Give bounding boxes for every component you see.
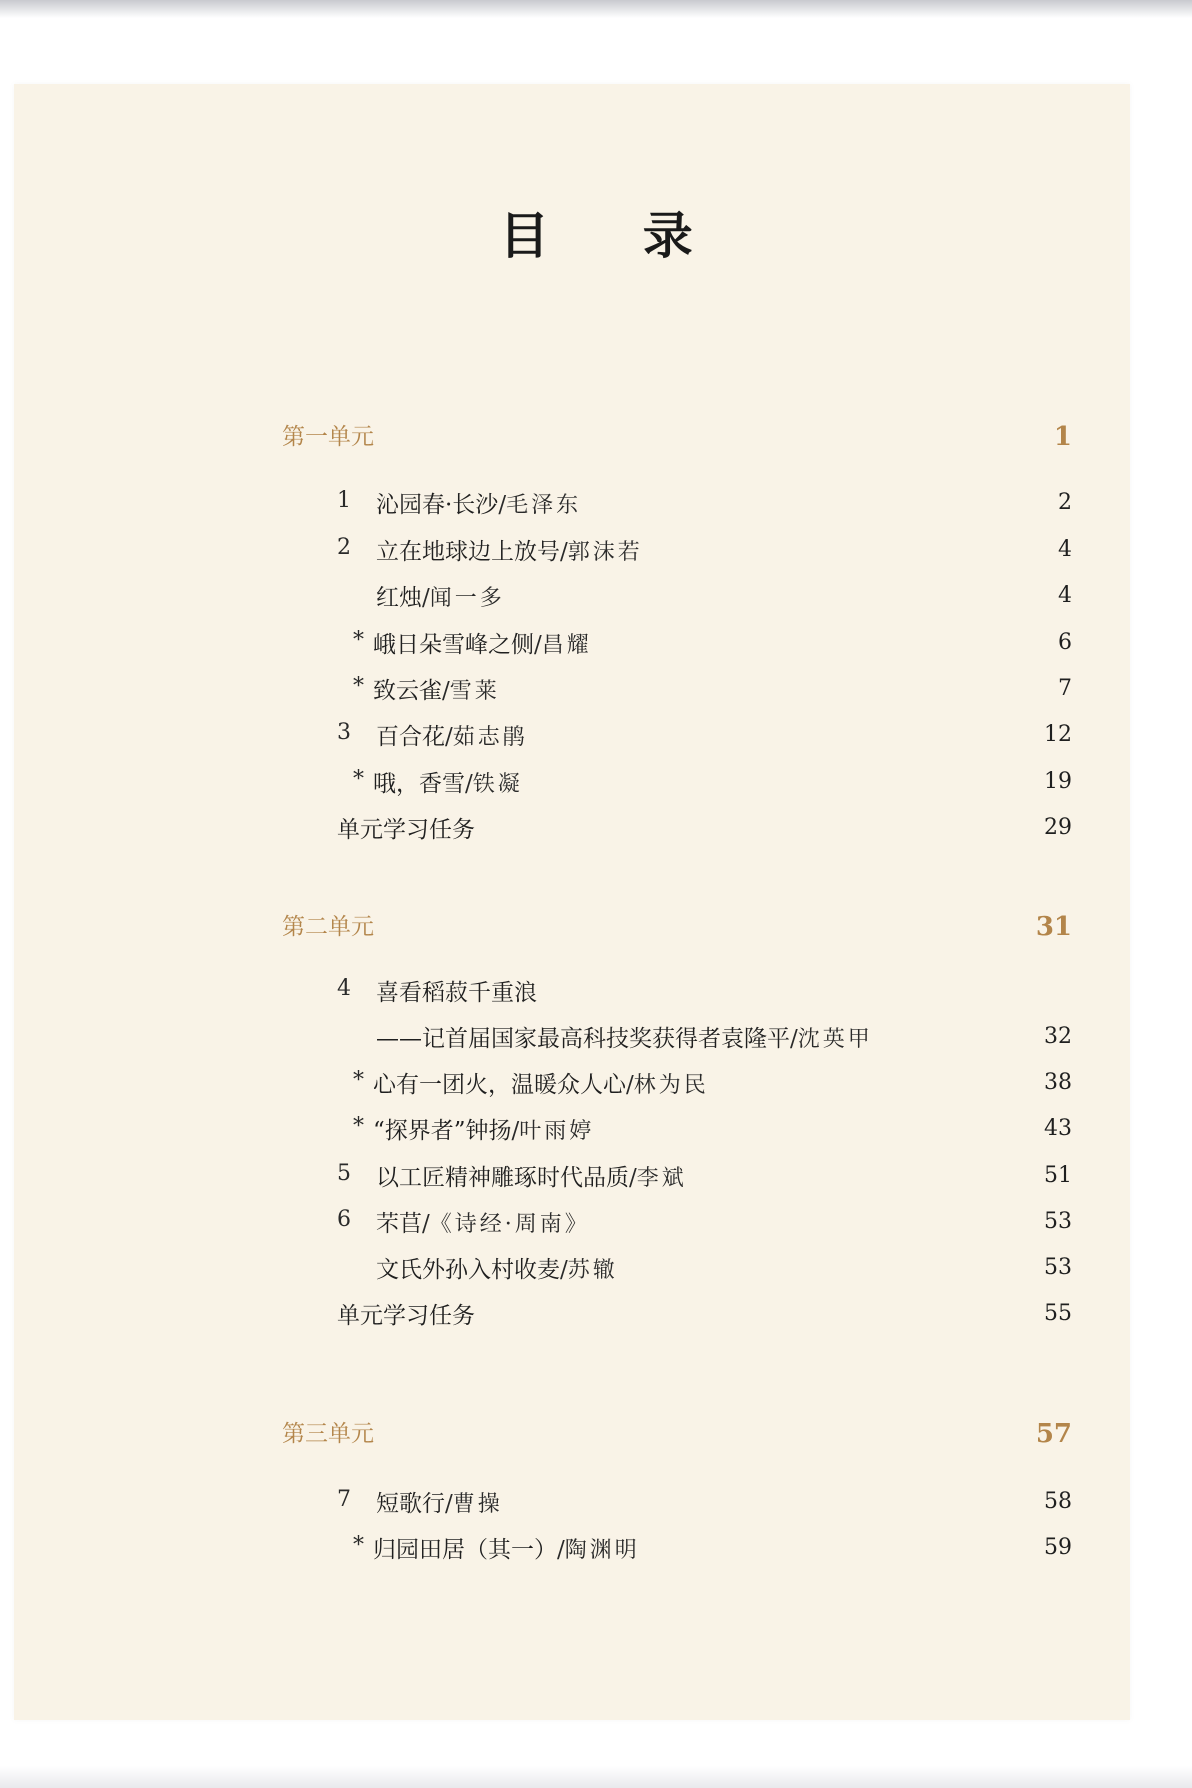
entry-subtitle: ——记首届国家最高科技奖获得者袁隆平 [376, 1026, 790, 1052]
entry-author: 昌耀 [541, 633, 592, 658]
toc-entry[interactable] [0, 533, 1192, 573]
entry-page-number: 19 [1044, 769, 1072, 794]
entry-text: 红烛/闻一多 [376, 585, 505, 611]
lesson-number: 1 [337, 488, 351, 513]
entry-title: 喜看稻菽千重浪 [376, 980, 537, 1006]
entry-page-number: 53 [1044, 1209, 1072, 1234]
unit-heading-1[interactable] [0, 418, 1192, 458]
entry-text: 文氏外孙入村收麦/苏辙 [376, 1257, 618, 1283]
entry-author: 苏辙 [567, 1258, 618, 1283]
entry-page-number: 12 [1044, 722, 1072, 747]
toc-entry[interactable] [0, 1066, 1192, 1106]
toc-entry[interactable] [0, 1112, 1192, 1152]
unit-name: 第三单元 [282, 1421, 374, 1447]
entry-author: 陶渊明 [564, 1538, 640, 1563]
toc-entry[interactable] [0, 1485, 1192, 1525]
entry-page-number: 58 [1044, 1489, 1072, 1514]
toc-entry[interactable] [0, 1251, 1192, 1291]
entry-page-number: 43 [1044, 1116, 1072, 1141]
unit-heading-3[interactable] [0, 1415, 1192, 1455]
entry-page-number: 2 [1058, 490, 1072, 515]
page-sheet [14, 84, 1130, 1720]
unit-task-title: 单元学习任务 [337, 817, 475, 843]
entry-text: 致云雀/雪莱 [373, 678, 500, 704]
entry-title: 沁园春·长沙 [376, 492, 499, 518]
entry-title: “探界者”钟扬 [373, 1118, 512, 1144]
toc-entry[interactable] [0, 1205, 1192, 1245]
toc-entry[interactable] [0, 1159, 1192, 1199]
toc-entry[interactable] [0, 1531, 1192, 1571]
entry-page-number: 4 [1058, 537, 1072, 562]
entry-author: 《诗经·周南》 [429, 1212, 590, 1237]
entry-text: 峨日朵雪峰之侧/昌耀 [373, 632, 592, 658]
entry-title: 峨日朵雪峰之侧 [373, 632, 534, 658]
entry-page-number: 38 [1044, 1070, 1072, 1095]
unit-task-title: 单元学习任务 [337, 1303, 475, 1329]
optional-mark: * [353, 1533, 364, 1558]
unit-name: 第二单元 [282, 914, 374, 940]
toc-entry[interactable] [0, 486, 1192, 526]
entry-author: 郭沫若 [567, 540, 643, 565]
entry-author: 沈英甲 [797, 1027, 873, 1052]
entry-title: 立在地球边上放号 [376, 539, 560, 565]
entry-page-number: 4 [1058, 583, 1072, 608]
optional-mark: * [353, 1114, 364, 1139]
unit-page-number: 1 [1053, 422, 1072, 452]
entry-title: 归园田居（其一） [373, 1537, 557, 1563]
lesson-number: 5 [337, 1161, 351, 1186]
unit-page-number: 31 [1035, 912, 1072, 942]
entry-title: 心有一团火，温暖众人心 [373, 1072, 626, 1098]
entry-title: 致云雀 [373, 678, 442, 704]
entry-page-number: 6 [1058, 630, 1072, 655]
entry-text: 归园田居（其一）/陶渊明 [373, 1537, 640, 1563]
toc-entry[interactable] [0, 1020, 1192, 1060]
unit-task-entry[interactable] [0, 1297, 1192, 1337]
entry-author: 林为民 [633, 1073, 709, 1098]
entry-text: 以工匠精神雕琢时代品质/李斌 [376, 1165, 687, 1191]
scan-top-edge [0, 0, 1192, 18]
entry-page-number: 32 [1044, 1024, 1072, 1049]
page-title: 目 录 [499, 206, 731, 265]
lesson-number: 3 [337, 720, 351, 745]
optional-mark: * [353, 767, 364, 792]
entry-text: 短歌行/曹操 [376, 1491, 503, 1517]
scan-bottom-edge [0, 1766, 1192, 1788]
toc-entry[interactable] [0, 672, 1192, 712]
unit-name: 第一单元 [282, 424, 374, 450]
entry-page-number: 53 [1044, 1255, 1072, 1280]
toc-entry[interactable] [0, 974, 1192, 1014]
entry-title: 百合花 [376, 724, 445, 750]
entry-text: “探界者”钟扬/叶雨婷 [373, 1118, 595, 1144]
entry-title: 文氏外孙入村收麦 [376, 1257, 560, 1283]
entry-author: 闻一多 [429, 586, 505, 611]
entry-author: 叶雨婷 [519, 1119, 595, 1144]
entry-text: 沁园春·长沙/毛泽东 [376, 492, 582, 518]
entry-text: 百合花/茹志鹃 [376, 724, 528, 750]
unit-task-page-number: 55 [1044, 1301, 1072, 1326]
entry-title: 红烛 [376, 585, 422, 611]
optional-mark: * [353, 628, 364, 653]
unit-task-page-number: 29 [1044, 815, 1072, 840]
optional-mark: * [353, 674, 364, 699]
entry-author: 曹操 [452, 1492, 503, 1517]
entry-text: 芣苢/《诗经·周南》 [376, 1211, 590, 1237]
optional-mark: * [353, 1068, 364, 1093]
toc-entry[interactable] [0, 626, 1192, 666]
entry-author: 茹志鹃 [452, 725, 528, 750]
entry-text: ——记首届国家最高科技奖获得者袁隆平/沈英甲 [376, 1026, 873, 1052]
unit-task-entry[interactable] [0, 811, 1192, 851]
entry-page-number: 7 [1058, 676, 1072, 701]
lesson-number: 4 [337, 976, 351, 1001]
lesson-number: 2 [337, 535, 351, 560]
lesson-number: 6 [337, 1207, 351, 1232]
entry-author: 毛泽东 [506, 493, 582, 518]
entry-title: 芣苢 [376, 1211, 422, 1237]
entry-text: 立在地球边上放号/郭沫若 [376, 539, 643, 565]
unit-page-number: 57 [1035, 1419, 1072, 1449]
entry-page-number: 59 [1044, 1535, 1072, 1560]
entry-author: 铁凝 [472, 772, 523, 797]
unit-heading-2[interactable] [0, 908, 1192, 948]
toc-entry[interactable] [0, 765, 1192, 805]
entry-page-number: 51 [1044, 1163, 1072, 1188]
entry-author: 李斌 [636, 1166, 687, 1191]
entry-title: 以工匠精神雕琢时代品质 [376, 1165, 629, 1191]
toc-entry[interactable] [0, 579, 1192, 619]
entry-text: 哦，香雪/铁凝 [373, 771, 523, 797]
lesson-number: 7 [337, 1487, 351, 1512]
entry-title: 短歌行 [376, 1491, 445, 1517]
entry-text: 心有一团火，温暖众人心/林为民 [373, 1072, 709, 1098]
entry-author: 雪莱 [449, 679, 500, 704]
entry-title: 哦，香雪 [373, 771, 465, 797]
toc-entry[interactable] [0, 718, 1192, 758]
